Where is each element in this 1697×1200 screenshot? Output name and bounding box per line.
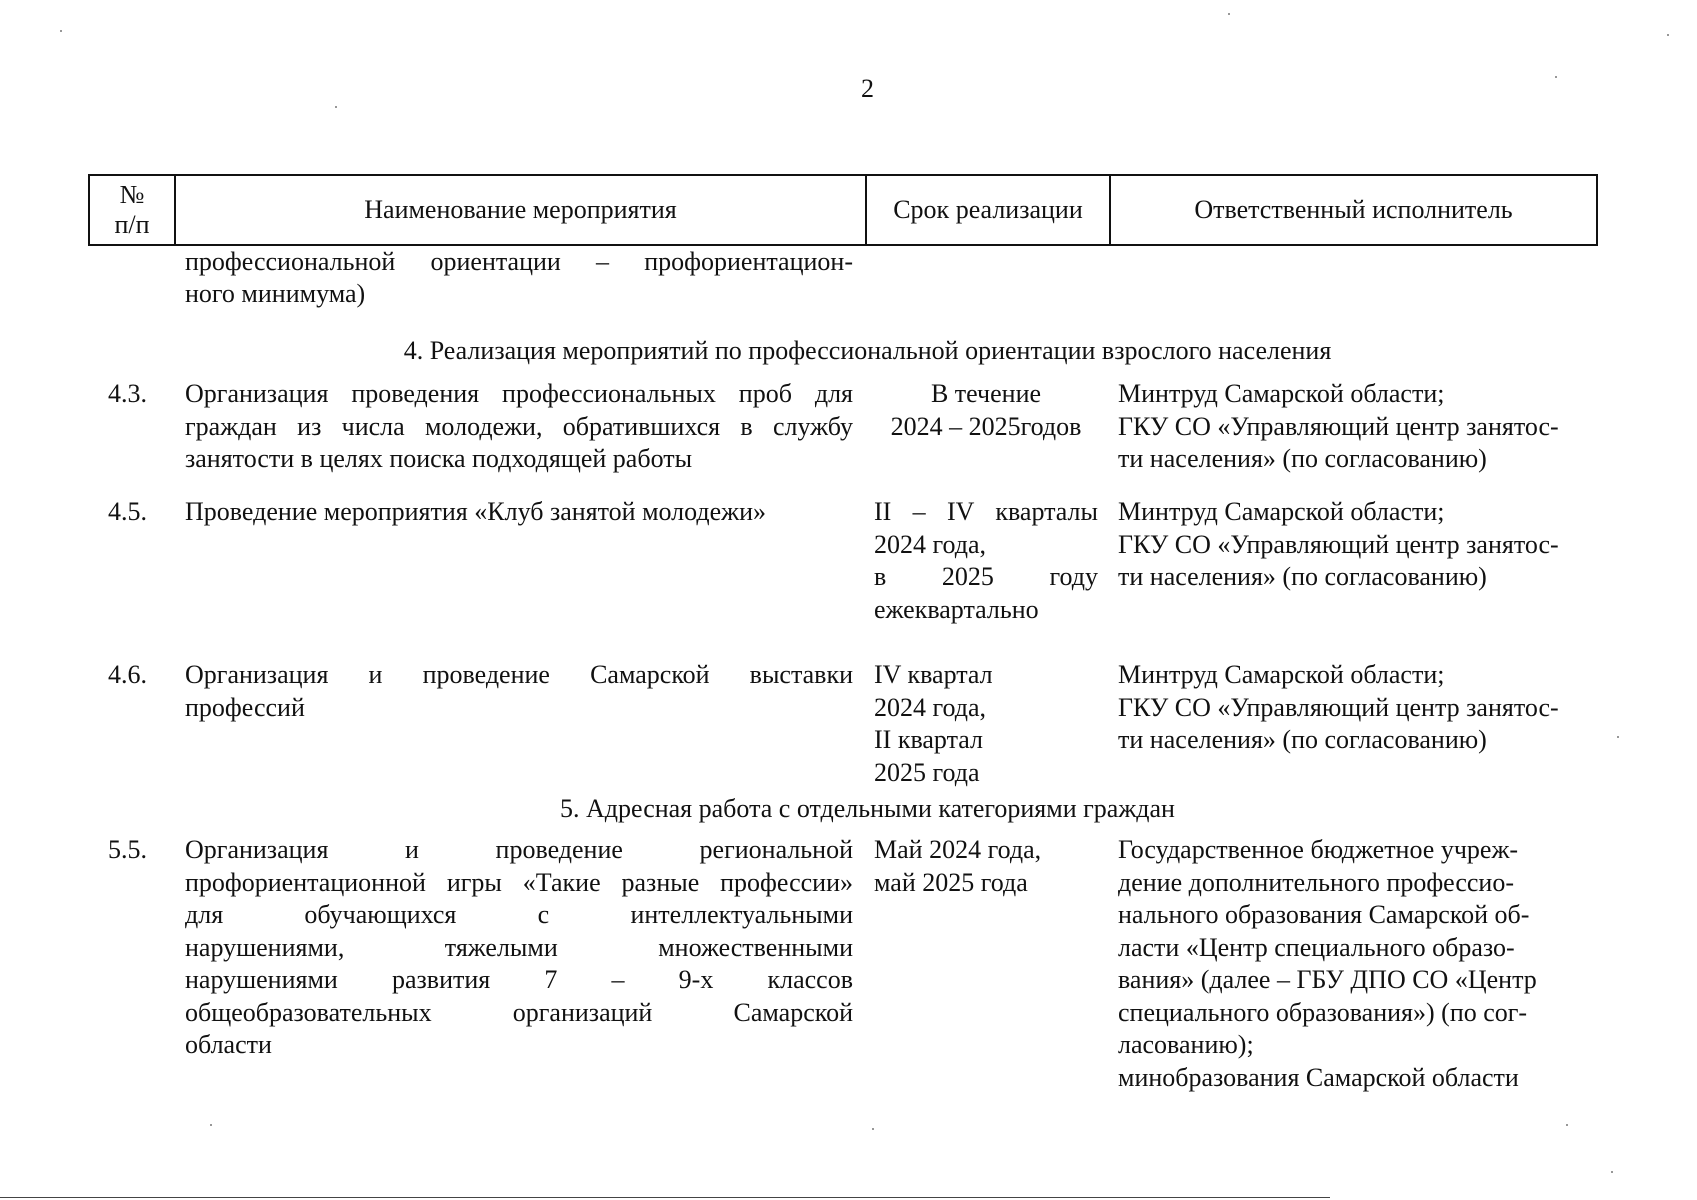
row-number: 4.6. [108,660,147,689]
row-name [185,834,853,1062]
row-term-line: II – IV кварталы [874,497,1098,526]
scan-speck [1611,1171,1613,1173]
header-name-cell: Наименование мероприятия [176,176,867,244]
row-responsible-line: Минтруд Самарской области; [1118,379,1445,408]
row-name-line: профессий [185,692,305,722]
row-name-line: Организация проведения профессиональных проб для [185,379,853,408]
row-term-line: Май 2024 года, [874,835,1042,864]
row-number: 4.3. [108,379,147,408]
header-number-abbr: п/п [114,210,150,239]
section-4-title: 4. Реализация мероприятий по профессиональной ориентации взрослого населения [403,336,1332,365]
header-responsible-cell: Ответственный исполнитель [1194,195,1513,224]
row-term [874,378,1098,443]
scan-speck [1228,13,1230,15]
scan-speck [1566,1124,1568,1126]
row-responsible-line: ти населения» (по согласованию) [1118,444,1487,473]
row-name-line: для обучающихся с интеллектуальными [185,900,853,929]
row-name-line: нарушениями развития 7 – 9-х классов [185,965,853,994]
scan-speck [335,106,337,108]
row-name-line: области [185,1030,272,1059]
scan-speck [1617,736,1619,738]
row-name-line: Проведение мероприятия «Клуб занятой молодежи» [185,497,767,526]
row-responsible [1118,496,1580,594]
section-5-title: 5. Адресная работа с отдельными категориями граждан [560,794,1175,823]
row-number: 5.5. [108,835,147,864]
row-responsible-line: Минтруд Самарской области; [1118,660,1445,689]
row-name-line: занятости в целях поиска подходящей работы [185,444,693,473]
row-responsible-line: дение дополнительного профессио- [1118,867,1515,897]
row-term [874,659,1098,789]
row-responsible-line: ласованию); [1118,1030,1254,1059]
row-term-line: май 2025 года [874,867,1028,897]
row-responsible-line: ГКУ СО «Управляющий центр занятос- [1118,692,1559,722]
scan-speck [210,1124,212,1126]
row-term-line: II квартал [874,725,984,754]
row-name-line: граждан из числа молодежи, обратившихся в службу [185,411,853,441]
row-responsible [1118,834,1580,1094]
row-term-line: 2024 – 2025годов [890,411,1082,441]
table-header [88,174,1598,246]
row-responsible-line: ГКУ СО «Управляющий центр занятос- [1118,411,1559,441]
row-responsible-line: вания» (далее – ГБУ ДПО СО «Центр [1118,965,1537,994]
row-responsible-line: ласти «Центр специального образо- [1118,932,1515,962]
row-responsible-line: ти населения» (по согласованию) [1118,562,1487,591]
row-name-line: Организация и проведение региональной [185,835,853,864]
row-responsible [1118,659,1580,757]
scan-speck [60,30,62,32]
row-responsible-line: Государственное бюджетное учреж- [1118,835,1519,864]
row-term [874,496,1098,626]
row-responsible [1118,378,1580,476]
scan-speck [1667,34,1669,36]
row-name-line: профориентационной игры «Такие разные профессии» [185,867,853,897]
row-term-line: IV квартал [874,660,993,689]
scan-edge-line [0,1197,1330,1198]
header-number-symbol: № [119,180,145,209]
row-term-line: в 2025 году [874,562,1098,591]
row-responsible-line: минобразования Самарской области [1118,1062,1519,1092]
row-name-line: Организация и проведение Самарской выставки [185,660,853,689]
row-term-line: В течение [930,379,1042,408]
page-number: 2 [861,74,874,103]
row-name [185,659,853,724]
row-number: 4.5. [108,497,147,526]
header-number-cell [90,176,176,244]
continued-row-text [185,246,853,310]
row-term-line: ежеквартально [874,594,1039,624]
row-term [874,834,1098,899]
row-responsible-line: ти населения» (по согласованию) [1118,725,1487,754]
row-term-line: 2025 года [874,757,980,787]
continued-line: ного минимума) [185,279,366,308]
row-responsible-line: Минтруд Самарской области; [1118,497,1445,526]
header-term-cell: Срок реализации [867,176,1111,244]
scan-speck [872,1128,874,1130]
row-term-line: 2024 года, [874,692,987,722]
row-name-line: нарушениями, тяжелыми множественными [185,932,853,962]
row-term-line: 2024 года, [874,529,987,559]
row-name-line: общеобразовательных организаций Самарской [185,997,853,1027]
row-responsible-line: ГКУ СО «Управляющий центр занятос- [1118,529,1559,559]
scan-speck [1555,76,1557,78]
row-responsible-line: специального образования») (по сог- [1118,997,1528,1027]
continued-line: профессиональной ориентации – профориентацион- [185,247,853,276]
row-name [185,496,853,529]
row-responsible-line: нального образования Самарской об- [1118,900,1530,929]
row-name [185,378,853,476]
